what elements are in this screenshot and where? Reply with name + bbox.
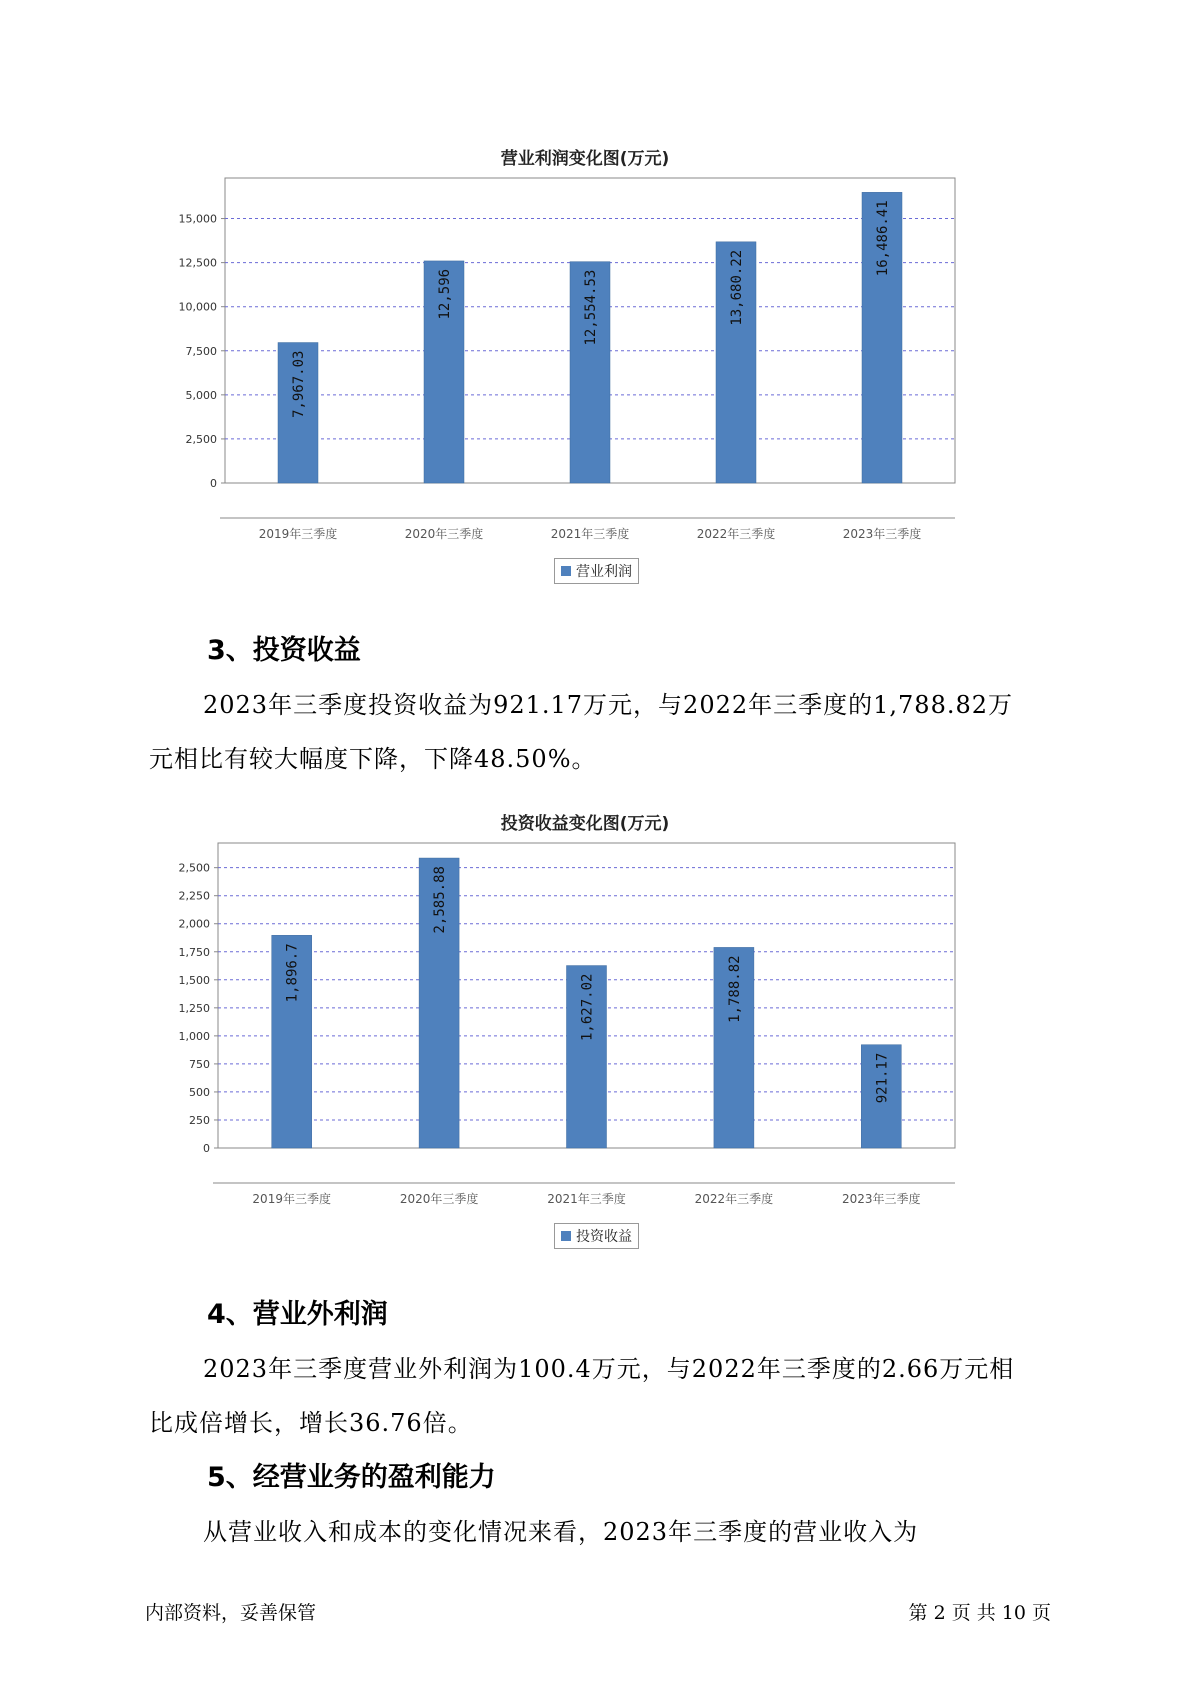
paragraph-line: 2023年三季度投资收益为921.17万元，与2022年三季度的1,788.82万 [203, 691, 1014, 719]
bar-value-label: 921.17 [874, 1052, 891, 1104]
y-tick-label: 5,000 [185, 388, 217, 402]
x-tick-label: 2023年三季度 [842, 1192, 921, 1206]
y-tick-label: 15,000 [178, 212, 217, 226]
paragraph-line: 从营业收入和成本的变化情况来看，2023年三季度的营业收入为 [203, 1518, 919, 1546]
bar-value-label: 16,486.41 [875, 200, 891, 277]
paragraph-line: 比成倍增长，增长36.76倍。 [149, 1409, 473, 1437]
y-tick-label: 2,500 [178, 861, 210, 875]
bar-value-label: 2,585.88 [432, 866, 449, 934]
section-heading-profitability: 5、经营业务的盈利能力 [207, 1462, 496, 1493]
x-tick-label: 2023年三季度 [842, 527, 922, 541]
y-tick-label: 500 [189, 1085, 210, 1099]
operating-profit-chart-svg [145, 170, 1025, 600]
bar-value-label: 1,896.7 [284, 943, 301, 1003]
y-tick-label: 12,500 [178, 256, 217, 270]
x-tick-label: 2022年三季度 [694, 1192, 774, 1206]
y-tick-label: 7,500 [185, 344, 217, 358]
y-tick-label: 2,000 [178, 917, 210, 931]
paragraph-line: 2023年三季度营业外利润为100.4万元，与2022年三季度的2.66万元相 [203, 1355, 1015, 1383]
bar-value-label: 12,554.53 [583, 269, 599, 346]
y-tick-label: 10,000 [178, 300, 217, 314]
x-tick-label: 2020年三季度 [399, 1192, 479, 1206]
legend-label: 营业利润 [576, 564, 632, 580]
bar-value-label: 7,967.03 [291, 350, 307, 418]
bar-value-label: 13,680.22 [729, 249, 745, 326]
investment-income-chart-svg [145, 835, 1025, 1265]
y-tick-label: 0 [203, 1142, 210, 1155]
y-tick-label: 2,250 [178, 889, 210, 903]
bar-value-label: 12,596 [437, 268, 453, 320]
chart-legend [554, 1223, 639, 1249]
paragraph-line: 元相比有较大幅度下降，下降48.50%。 [149, 745, 597, 773]
y-tick-label: 750 [189, 1057, 210, 1071]
chart-legend [554, 558, 639, 584]
legend-swatch [561, 1231, 571, 1241]
chart-title: 营业利润变化图(万元) [500, 149, 670, 169]
y-tick-label: 0 [210, 477, 217, 490]
operating-profit-chart [145, 140, 1025, 600]
investment-income-chart [145, 805, 1025, 1265]
y-tick-label: 1,000 [178, 1029, 210, 1043]
bar-value-label: 1,788.82 [726, 955, 743, 1023]
legend-label: 投资收益 [576, 1229, 632, 1245]
bar-value-label: 1,627.02 [579, 973, 596, 1041]
x-tick-label: 2021年三季度 [547, 1192, 626, 1206]
x-tick-label: 2020年三季度 [404, 527, 484, 541]
footer-confidential-note: 内部资料，妥善保管 [145, 1602, 317, 1624]
y-tick-label: 1,750 [178, 945, 210, 959]
x-tick-label: 2022年三季度 [696, 527, 776, 541]
section-heading-non-operating-profit: 4、营业外利润 [207, 1299, 388, 1330]
x-tick-label: 2019年三季度 [258, 527, 338, 541]
legend-swatch [561, 566, 571, 576]
y-tick-label: 1,500 [178, 973, 210, 987]
x-tick-label: 2019年三季度 [252, 1192, 331, 1206]
chart-title: 投资收益变化图(万元) [500, 814, 670, 834]
x-tick-label: 2021年三季度 [550, 527, 630, 541]
y-tick-label: 1,250 [178, 1001, 210, 1015]
y-tick-label: 2,500 [185, 432, 217, 446]
section-heading-investment-income: 3、投资收益 [207, 635, 361, 666]
footer-page-number: 第 2 页 共 10 页 [908, 1602, 1051, 1624]
y-tick-label: 250 [189, 1113, 210, 1127]
